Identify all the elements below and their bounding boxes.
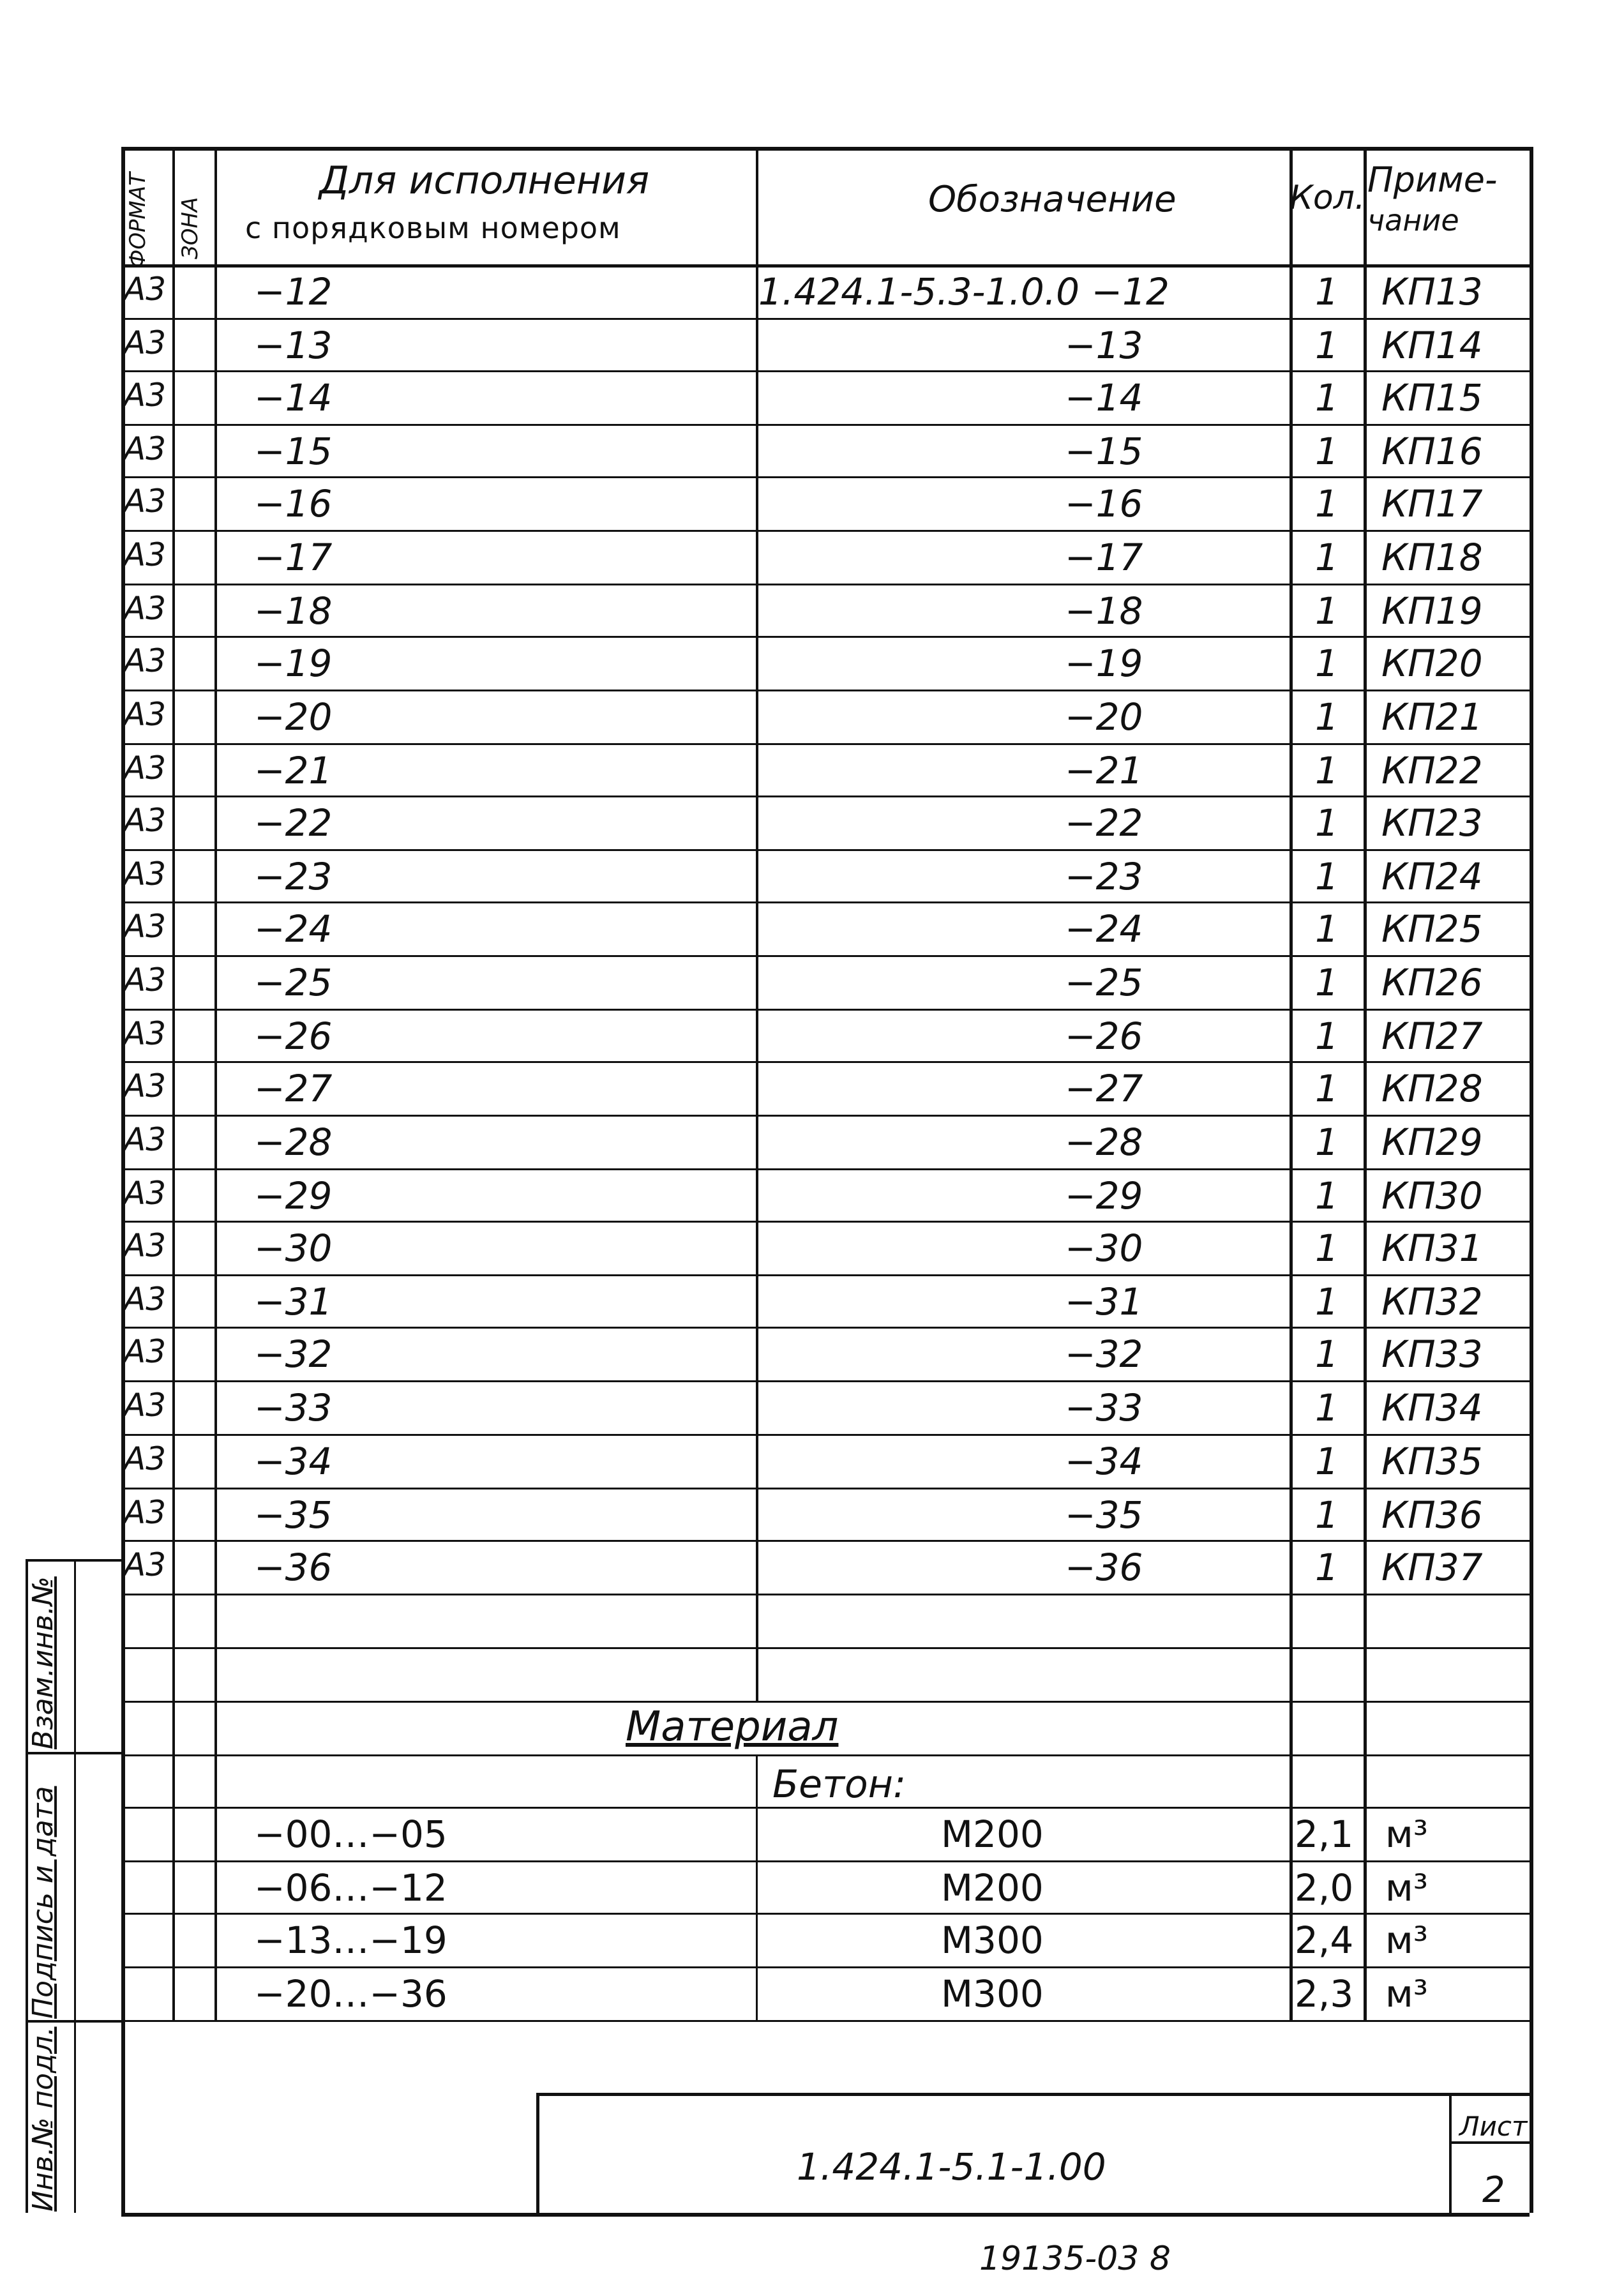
- h-rule: [121, 1540, 1530, 1542]
- cell-format: А3: [124, 750, 167, 787]
- cell-variant: −28: [254, 1120, 333, 1164]
- cell-variant: −30: [254, 1226, 333, 1270]
- cell-note: КП24: [1381, 855, 1483, 898]
- h-rule: [121, 1061, 1530, 1063]
- h-rule: [121, 1221, 1530, 1223]
- cell-note: КП21: [1381, 695, 1483, 739]
- cell-qty: 1: [1315, 1440, 1339, 1483]
- cell-qty: 1: [1315, 1226, 1339, 1270]
- stamp-inv-orig: Инв.№ подл.: [27, 2026, 59, 2212]
- h-rule: [26, 1559, 121, 1562]
- h-rule: [121, 1380, 1530, 1382]
- cell-note: КП15: [1381, 376, 1483, 419]
- cell-qty: 1: [1315, 1546, 1339, 1589]
- cell-variant: −14: [254, 376, 333, 419]
- h-rule: [121, 1966, 1530, 1968]
- doc-code: 1.424.1-5.1-1.00: [797, 2145, 1106, 2189]
- cell-note: КП20: [1381, 642, 1483, 685]
- cell-designation: 1.424.1-5.3-1.0.0 −12: [758, 270, 1169, 313]
- v-rule: [756, 1754, 758, 2020]
- cell-qty: 1: [1315, 695, 1339, 739]
- header-designation: Обозначение: [928, 179, 1177, 220]
- cell-qty: 1: [1315, 1332, 1339, 1376]
- cell-qty: 1: [1315, 1174, 1339, 1218]
- cell-designation: −26: [1065, 1014, 1143, 1058]
- cell-variant: −16: [254, 482, 333, 525]
- h-rule: [26, 1752, 121, 1754]
- cell-variant: −15: [254, 430, 333, 473]
- cell-variant: −32: [254, 1332, 333, 1376]
- v-rule: [1364, 147, 1367, 2020]
- h-rule: [121, 955, 1530, 957]
- h-rule: [121, 1274, 1530, 1276]
- cell-format: А3: [124, 483, 167, 520]
- cell-designation: −30: [1065, 1226, 1143, 1270]
- cell-note: КП22: [1381, 749, 1483, 792]
- v-rule: [1289, 147, 1293, 2020]
- cell-note: КП31: [1381, 1226, 1483, 1270]
- cell-designation: −18: [1065, 589, 1143, 633]
- cell-format: А3: [124, 802, 167, 839]
- h-rule: [121, 1168, 1530, 1170]
- material-range: −13…−19: [254, 1919, 447, 1962]
- cell-format: А3: [124, 908, 167, 945]
- cell-note: КП17: [1381, 482, 1483, 525]
- h-rule: [121, 1434, 1530, 1436]
- material-grade: М300: [941, 1919, 1044, 1962]
- cell-note: КП37: [1381, 1546, 1483, 1589]
- h-rule: [121, 1327, 1530, 1329]
- h-rule: [121, 1594, 1530, 1595]
- h-rule: [121, 1009, 1530, 1011]
- cell-note: КП28: [1381, 1067, 1483, 1110]
- v-rule: [214, 147, 217, 2020]
- footer-number: 19135-03 8: [979, 2240, 1171, 2278]
- cell-qty: 1: [1315, 1386, 1339, 1429]
- cell-qty: 1: [1315, 1493, 1339, 1537]
- cell-designation: −20: [1065, 695, 1143, 739]
- cell-format: А3: [124, 430, 167, 467]
- h-rule: [121, 1807, 1530, 1809]
- cell-qty: 1: [1315, 430, 1339, 473]
- cell-qty: 1: [1315, 536, 1339, 579]
- cell-format: А3: [124, 1175, 167, 1212]
- v-rule: [74, 1559, 76, 2213]
- cell-variant: −29: [254, 1174, 333, 1218]
- cell-designation: −24: [1065, 907, 1143, 951]
- cell-designation: −29: [1065, 1174, 1143, 1218]
- cell-variant: −17: [254, 536, 333, 579]
- material-range: −20…−36: [254, 1972, 447, 2016]
- cell-qty: 1: [1315, 376, 1339, 419]
- cell-note: КП27: [1381, 1014, 1483, 1058]
- h-rule: [121, 1488, 1530, 1489]
- h-rule: [121, 1754, 1530, 1756]
- h-rule: [121, 2213, 1530, 2217]
- cell-qty: 1: [1315, 855, 1339, 898]
- h-rule: [121, 1647, 1530, 1649]
- cell-qty: 1: [1315, 270, 1339, 313]
- h-rule: [121, 370, 1530, 372]
- cell-designation: −27: [1065, 1067, 1143, 1110]
- cell-format: А3: [124, 1333, 167, 1370]
- v-rule: [1449, 2093, 1452, 2213]
- cell-note: КП19: [1381, 589, 1483, 633]
- cell-variant: −23: [254, 855, 333, 898]
- cell-format: А3: [124, 642, 167, 679]
- cell-designation: −35: [1065, 1493, 1143, 1537]
- h-rule: [121, 476, 1530, 478]
- material-qty: 2,0: [1295, 1866, 1354, 1910]
- cell-variant: −36: [254, 1546, 333, 1589]
- material-qty: 2,1: [1295, 1813, 1354, 1856]
- cell-designation: −25: [1065, 961, 1143, 1004]
- cell-qty: 1: [1315, 1067, 1339, 1110]
- cell-note: КП18: [1381, 536, 1483, 579]
- v-rule: [536, 2093, 539, 2213]
- cell-variant: −21: [254, 749, 333, 792]
- header-note-line2: чание: [1367, 203, 1459, 237]
- cell-designation: −14: [1065, 376, 1143, 419]
- cell-designation: −32: [1065, 1332, 1143, 1376]
- stamp-sign-date: Подпись и дата: [27, 1786, 59, 2019]
- cell-note: КП25: [1381, 907, 1483, 951]
- cell-designation: −34: [1065, 1440, 1143, 1483]
- cell-format: А3: [124, 536, 167, 573]
- cell-format: А3: [124, 1494, 167, 1531]
- cell-note: КП30: [1381, 1174, 1483, 1218]
- cell-designation: −31: [1065, 1280, 1143, 1323]
- h-rule: [121, 743, 1530, 745]
- cell-format: А3: [124, 961, 167, 999]
- h-rule: [121, 2020, 1530, 2022]
- material-unit: м³: [1385, 1866, 1429, 1910]
- v-rule: [756, 147, 758, 1701]
- header-variant-line2: с порядковым номером: [245, 211, 621, 245]
- h-rule: [121, 1860, 1530, 1862]
- cell-designation: −23: [1065, 855, 1143, 898]
- cell-format: А3: [124, 377, 167, 414]
- cell-qty: 1: [1315, 749, 1339, 792]
- cell-qty: 1: [1315, 1014, 1339, 1058]
- material-grade: М200: [941, 1813, 1044, 1856]
- cell-designation: −19: [1065, 642, 1143, 685]
- h-rule: [26, 2020, 121, 2023]
- cell-note: КП29: [1381, 1120, 1483, 1164]
- cell-note: КП33: [1381, 1332, 1483, 1376]
- cell-designation: −33: [1065, 1386, 1143, 1429]
- cell-variant: −20: [254, 695, 333, 739]
- cell-qty: 1: [1315, 482, 1339, 525]
- header-zone: ЗОНА: [177, 197, 203, 259]
- cell-note: КП35: [1381, 1440, 1483, 1483]
- material-grade: М300: [941, 1972, 1044, 2016]
- cell-variant: −26: [254, 1014, 333, 1058]
- cell-format: А3: [124, 1546, 167, 1583]
- cell-designation: −13: [1065, 324, 1143, 367]
- h-rule: [121, 424, 1530, 426]
- cell-qty: 1: [1315, 589, 1339, 633]
- cell-qty: 1: [1315, 907, 1339, 951]
- material-concrete-label: Бетон:: [772, 1762, 906, 1807]
- cell-qty: 1: [1315, 1280, 1339, 1323]
- material-heading: Материал: [626, 1703, 839, 1751]
- cell-qty: 1: [1315, 642, 1339, 685]
- cell-note: КП23: [1381, 801, 1483, 845]
- material-qty: 2,4: [1295, 1919, 1354, 1962]
- h-rule: [121, 795, 1530, 797]
- cell-variant: −12: [254, 270, 333, 313]
- cell-designation: −22: [1065, 801, 1143, 845]
- cell-designation: −15: [1065, 430, 1143, 473]
- cell-variant: −31: [254, 1280, 333, 1323]
- cell-variant: −34: [254, 1440, 333, 1483]
- h-rule: [121, 264, 1530, 266]
- cell-variant: −33: [254, 1386, 333, 1429]
- material-unit: м³: [1385, 1972, 1429, 2016]
- cell-format: А3: [124, 1227, 167, 1264]
- cell-note: КП32: [1381, 1280, 1483, 1323]
- sheet-number: 2: [1482, 2169, 1505, 2211]
- material-grade: М200: [941, 1866, 1044, 1910]
- material-unit: м³: [1385, 1919, 1429, 1962]
- material-qty: 2,3: [1295, 1972, 1354, 2016]
- cell-designation: −21: [1065, 749, 1143, 792]
- cell-qty: 1: [1315, 961, 1339, 1004]
- cell-qty: 1: [1315, 801, 1339, 845]
- cell-qty: 1: [1315, 324, 1339, 367]
- h-rule: [121, 1701, 1530, 1703]
- v-rule: [1530, 147, 1533, 2213]
- cell-format: А3: [124, 1387, 167, 1424]
- cell-format: А3: [124, 590, 167, 627]
- cell-variant: −27: [254, 1067, 333, 1110]
- v-rule: [172, 147, 175, 2020]
- cell-variant: −35: [254, 1493, 333, 1537]
- cell-format: А3: [124, 1121, 167, 1158]
- cell-variant: −13: [254, 324, 333, 367]
- cell-note: КП36: [1381, 1493, 1483, 1537]
- h-rule: [121, 1115, 1530, 1117]
- cell-format: А3: [124, 696, 167, 733]
- h-rule: [121, 690, 1530, 691]
- cell-format: А3: [124, 856, 167, 893]
- cell-variant: −22: [254, 801, 333, 845]
- cell-format: А3: [124, 1067, 167, 1105]
- cell-variant: −18: [254, 589, 333, 633]
- cell-format: А3: [124, 271, 167, 308]
- header-variant-line1: Для исполнения: [319, 158, 650, 203]
- cell-note: КП34: [1381, 1386, 1483, 1429]
- material-range: −00…−05: [254, 1813, 447, 1856]
- stamp-replace-inv: Взам.инв.№: [27, 1576, 59, 1749]
- cell-format: А3: [124, 1015, 167, 1052]
- cell-note: КП14: [1381, 324, 1483, 367]
- header-format: ФОРМАТ: [125, 172, 151, 268]
- cell-designation: −28: [1065, 1120, 1143, 1164]
- h-rule: [121, 147, 1530, 151]
- cell-designation: −36: [1065, 1546, 1143, 1589]
- h-rule: [121, 901, 1530, 903]
- h-rule: [121, 530, 1530, 532]
- cell-qty: 1: [1315, 1120, 1339, 1164]
- h-rule: [121, 584, 1530, 585]
- h-rule: [121, 849, 1530, 851]
- h-rule: [536, 2093, 1530, 2096]
- cell-designation: −16: [1065, 482, 1143, 525]
- header-note-line1: Приме-: [1367, 160, 1498, 200]
- cell-note: КП26: [1381, 961, 1483, 1004]
- cell-variant: −25: [254, 961, 333, 1004]
- material-unit: м³: [1385, 1813, 1429, 1856]
- cell-format: А3: [124, 324, 167, 361]
- cell-designation: −17: [1065, 536, 1143, 579]
- cell-format: А3: [124, 1281, 167, 1318]
- h-rule: [121, 318, 1530, 320]
- sheet-label: Лист: [1459, 2111, 1528, 2142]
- material-range: −06…−12: [254, 1866, 447, 1910]
- cell-note: КП13: [1381, 270, 1483, 313]
- cell-variant: −24: [254, 907, 333, 951]
- cell-format: А3: [124, 1440, 167, 1477]
- header-qty: Кол.: [1289, 179, 1365, 217]
- h-rule: [121, 1913, 1530, 1915]
- h-rule: [121, 636, 1530, 638]
- cell-variant: −19: [254, 642, 333, 685]
- cell-note: КП16: [1381, 430, 1483, 473]
